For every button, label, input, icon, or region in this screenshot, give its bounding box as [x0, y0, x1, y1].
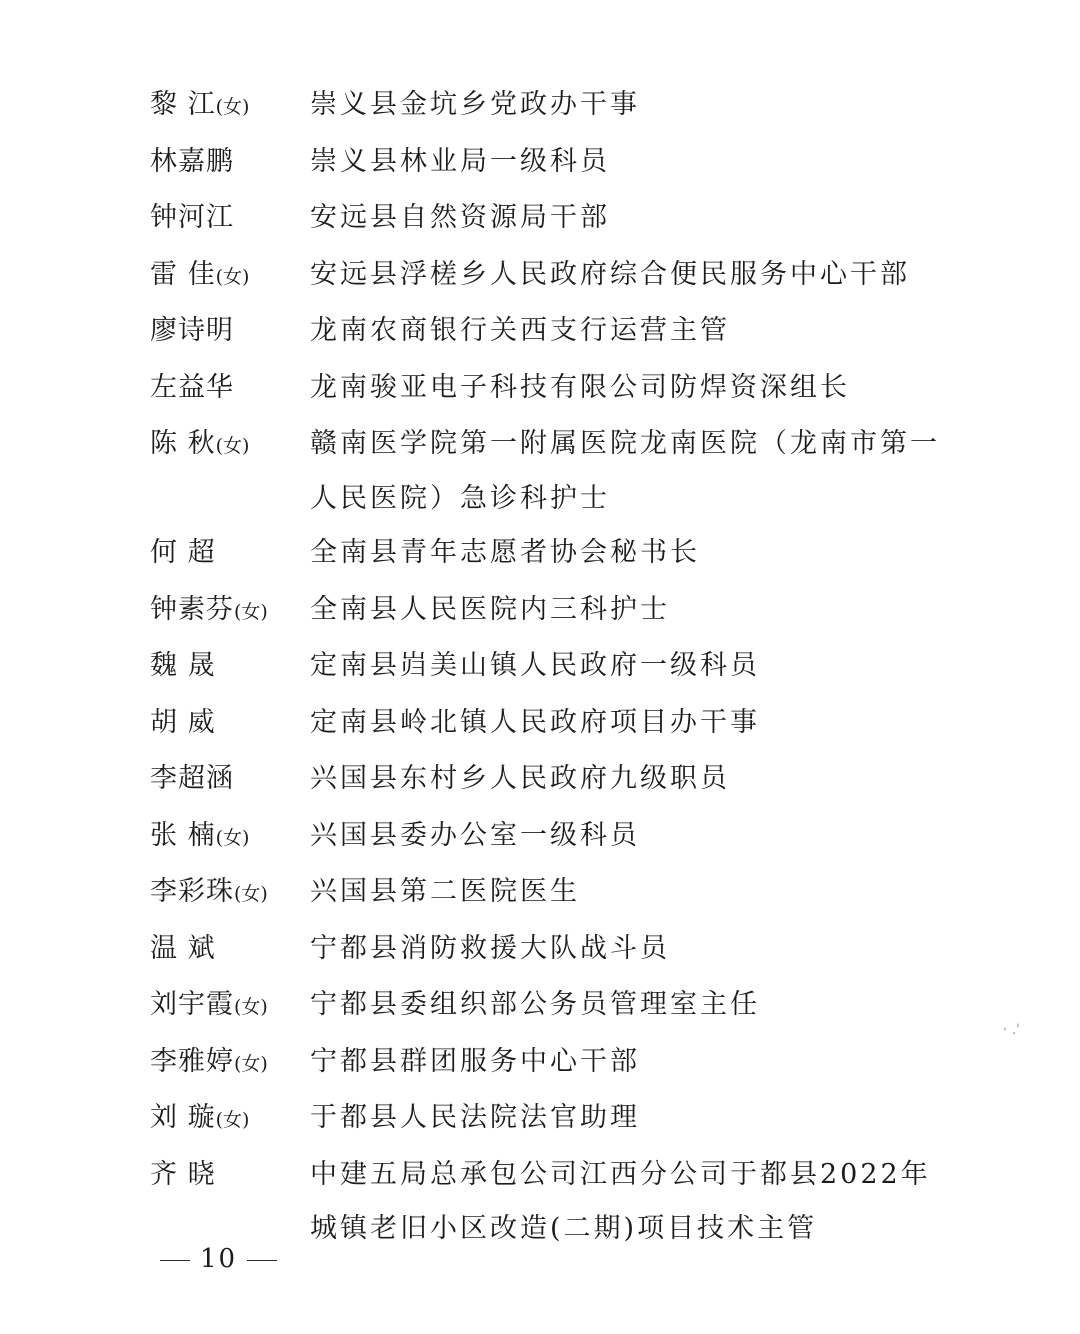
dash-right: [247, 1260, 277, 1261]
person-org: 宁都县委组织部公务员管理室主任: [310, 989, 760, 1020]
person-name: 李彩珠(女): [150, 876, 268, 907]
person-org: 全南县人民医院内三科护士: [310, 593, 670, 625]
person-name: 廖诗明: [150, 315, 234, 346]
person-org: 宁都县群团服务中心干部: [310, 1045, 640, 1077]
list-item: [150, 191, 950, 248]
list-item: [150, 809, 950, 866]
name-list: [150, 78, 950, 1257]
list-item: [150, 78, 950, 135]
list-item: [150, 752, 950, 809]
list-item: [150, 922, 950, 979]
person-org: 安远县自然资源局干部: [310, 202, 610, 233]
list-item: [150, 865, 950, 922]
person-org: 安远县浮槎乡人民政府综合便民服务中心干部: [310, 258, 910, 290]
person-name: 黎 江(女): [150, 89, 250, 120]
person-name: 左益华: [150, 371, 234, 403]
person-name: 温 斌: [150, 932, 216, 964]
list-item: [150, 361, 950, 418]
person-name: 雷 佳(女): [150, 258, 250, 290]
person-org: 定南县岿美山镇人民政府一级科员: [310, 650, 760, 681]
person-name: 李超涵: [150, 763, 234, 794]
page-footer: [150, 1244, 287, 1274]
page-number: 10: [200, 1244, 238, 1274]
list-item: [150, 304, 950, 361]
person-org: 全南县青年志愿者协会秘书长: [310, 537, 700, 568]
list-item: [150, 1148, 950, 1257]
person-name: 齐 晓: [150, 1158, 216, 1190]
list-item: [150, 583, 950, 640]
person-name: 刘宇霞(女): [150, 989, 268, 1020]
person-org: 定南县岭北镇人民政府项目办干事: [310, 706, 760, 738]
person-org: 于都县人民法院法官助理: [310, 1102, 640, 1133]
list-item: [150, 135, 950, 192]
person-name: 钟素芬(女): [150, 593, 268, 625]
person-name: 钟河江: [150, 202, 234, 233]
person-name: 刘 璇(女): [150, 1102, 250, 1133]
person-org: 崇义县金坑乡党政办干事: [310, 89, 640, 120]
person-name: 李雅婷(女): [150, 1045, 268, 1077]
person-name: 张 楠(女): [150, 819, 250, 851]
person-org: 龙南农商银行关西支行运营主管: [310, 315, 730, 346]
dash-left: [160, 1260, 190, 1261]
person-name: 陈 秋(女): [150, 428, 250, 459]
person-org: 龙南骏亚电子科技有限公司防焊资深组长: [310, 371, 850, 403]
person-org: 兴国县委办公室一级科员: [310, 819, 640, 851]
list-item: [150, 526, 950, 583]
person-org: 中建五局总承包公司江西分公司于都县2022年城镇老旧小区改造(二期)项目技术主管: [310, 1158, 931, 1244]
person-name: 林嘉鹏: [150, 145, 234, 177]
list-item: [150, 1091, 950, 1148]
list-item: [150, 696, 950, 753]
margin-mark: · .': [1002, 1022, 1020, 1038]
list-item: [150, 639, 950, 696]
list-item: [150, 978, 950, 1035]
list-item: [150, 1035, 950, 1092]
person-name: 何 超: [150, 537, 216, 568]
list-item: [150, 417, 950, 526]
person-org: 赣南医学院第一附属医院龙南医院（龙南市第一人民医院）急诊科护士: [310, 428, 940, 514]
person-name: 魏 晟: [150, 650, 216, 681]
person-org: 兴国县东村乡人民政府九级职员: [310, 763, 730, 794]
person-org: 兴国县第二医院医生: [310, 876, 580, 907]
list-item: [150, 248, 950, 305]
person-org: 崇义县林业局一级科员: [310, 145, 610, 177]
person-name: 胡 威: [150, 706, 216, 738]
person-org: 宁都县消防救援大队战斗员: [310, 932, 670, 964]
